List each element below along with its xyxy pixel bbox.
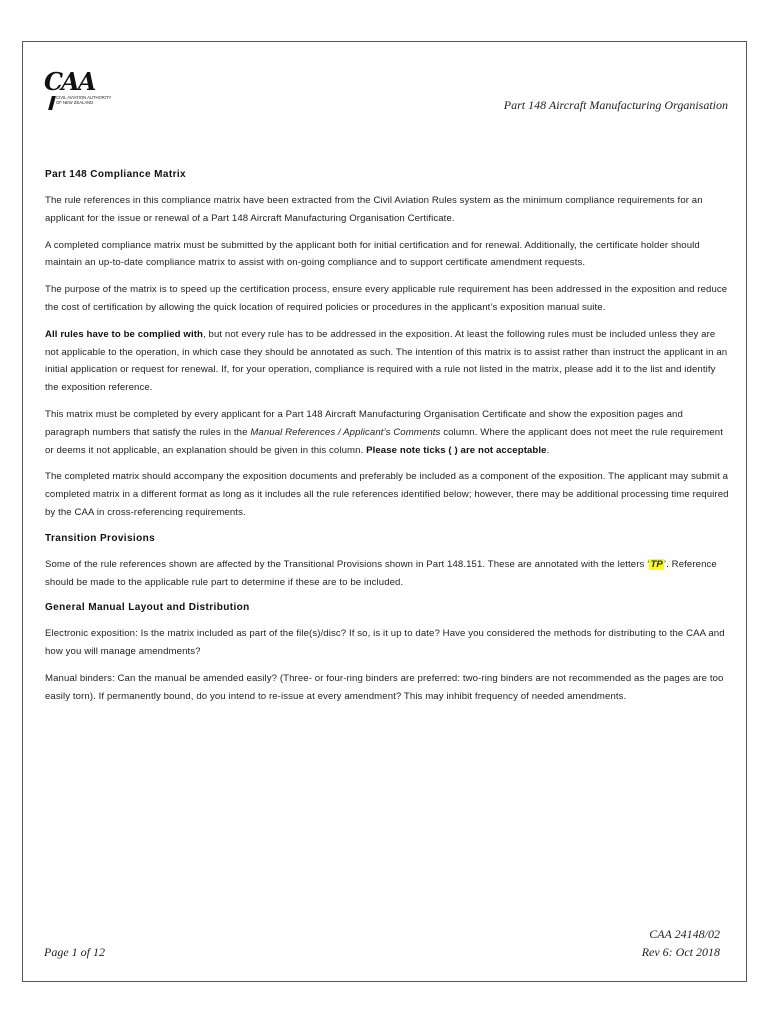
completion-text-b: column. Where the applicant does not meet the rule requirement or deems it not applicable, an explanation should be given in this column. <box>45 426 723 456</box>
logo-subtext <box>56 95 116 105</box>
paragraph-transition <box>45 556 729 592</box>
header-title: Part 148 Aircraft Manufacturing Organisation <box>503 98 728 112</box>
footer-reference <box>642 925 720 961</box>
paragraph-electronic: Electronic exposition: Is the matrix included as part of the file(s)/disc? If so, is it up to date? Have you considered the methods for distributing to the CAA and how you will manage amendments? <box>45 628 725 658</box>
tp-highlight: TP <box>650 558 663 570</box>
paragraph-purpose: The purpose of the matrix is to speed up the certification process, ensure every applicable rule requirement has been addressed in the exposition and reduce the cost of certification by allowing the quick location of required policies or procedures in the applicant’s exposition manual suite. <box>45 284 728 313</box>
transition-text-a: Some of the rule references shown are affected by the Transitional Provisions shown in Part 148.151. These are annotated with the letters ‘ <box>45 558 650 570</box>
paragraph-binders: Manual binders: Can the manual be amended easily? (Three- or four-ring binders are preferred: two-ring binders are not recommended as the pages are too easily torn). If permanently bound, do you intend to re-issue at every amendment? This may inhibit frequency of needed amendments. <box>45 672 724 702</box>
completion-text-end: . <box>546 444 550 456</box>
paragraph-completion <box>45 406 729 459</box>
rules-emphasis: All rules have to be complied with <box>45 328 203 340</box>
paragraph-submission: A completed compliance matrix must be submitted by the applicant both for initial certification and for renewal. Additionally, the certificate holder should maintain an up-to-date compliance matrix to assist with on-going compliance and to support certificate amendment requests. <box>45 239 700 269</box>
caa-logo <box>44 67 116 116</box>
doc-reference: CAA 24148/02 <box>649 927 720 941</box>
ticks-note: Please note ticks ( ) are not acceptable <box>366 444 547 456</box>
heading-compliance-matrix: Part 148 Compliance Matrix <box>45 169 187 180</box>
paragraph-rules <box>45 326 729 397</box>
document-body <box>45 167 729 715</box>
completion-column-name: Manual References / Applicant’s Comments <box>250 426 441 438</box>
rules-text: , but not every rule has to be addressed in the exposition. At least the following rules must be included unless they are not applicable to the operation, in which case they should be annotated as such. The intention of this matrix is to assist rather than instruct the applicant in an initial application or request for renewal. If, for your operation, compliance is required with a rule not listed in the matrix, please add it to the list and identify the exposition reference. <box>45 328 728 394</box>
paragraph-accompany: The completed matrix should accompany the exposition documents and preferably be included as a component of the exposition. The applicant may submit a completed matrix in a different format as long as it includes all the rule references identified below; however, there may be additional processing time required by the CAA in cross-referencing requirements. <box>45 471 729 518</box>
transition-text-b: ’. Reference should be made to the applicable rule part to determine if these are to be included. <box>45 558 717 588</box>
revision-label: Rev 6: Oct 2018 <box>641 945 720 959</box>
heading-transition-provisions: Transition Provisions <box>45 532 156 544</box>
logo-subtext-line1: CIVIL AVIATION AUTHORITY <box>56 95 112 100</box>
page-number: Page 1 of 12 <box>44 945 105 959</box>
completion-text-a: This matrix must be completed by every applicant for a Part 148 Aircraft Manufacturing Organisation Certificate and show the exposition pages and paragraph numbers that satisfy the rules in the <box>45 408 683 438</box>
heading-manual-layout: General Manual Layout and Distribution <box>45 602 250 614</box>
logo-bar <box>48 96 56 110</box>
paragraph-intro: The rule references in this compliance matrix have been extracted from the Civil Aviation Rules system as the minimum compliance requirements for an applicant for the issue or renewal of a Part 148 Aircraft Manufacturing Organisation Certificate. <box>45 195 703 224</box>
logo-mark: CAA <box>44 67 95 96</box>
logo-subtext-line2: OF NEW ZEALAND <box>56 100 94 105</box>
